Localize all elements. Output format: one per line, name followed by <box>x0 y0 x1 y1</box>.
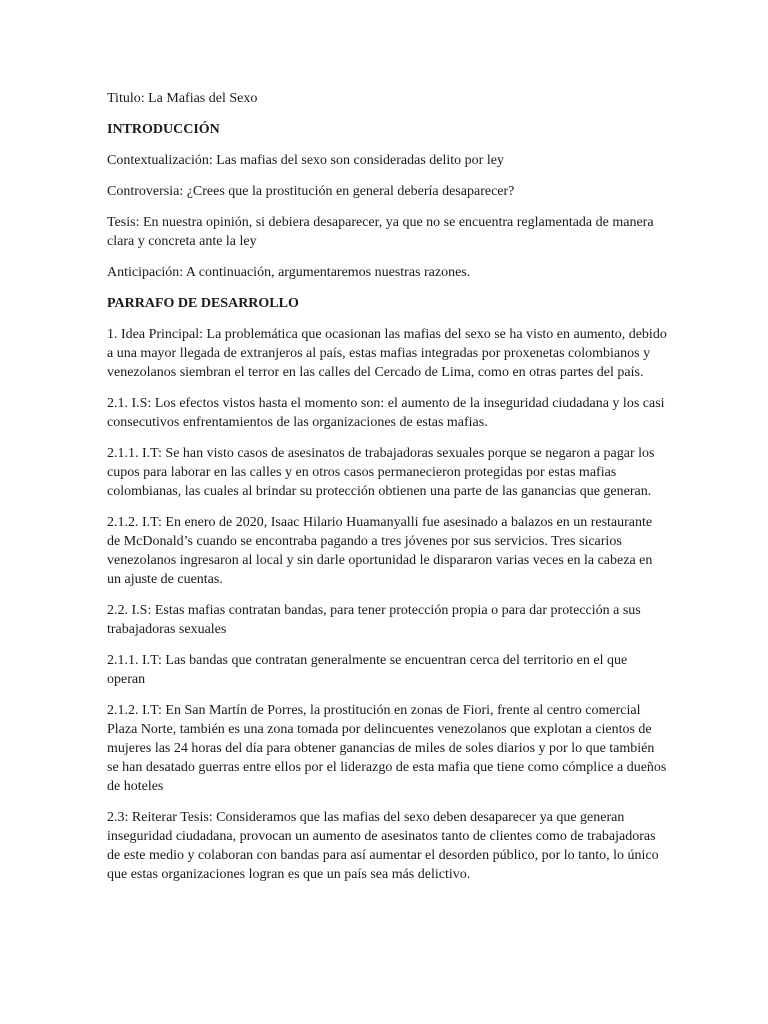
tertiary-idea-2-1-2-second-paragraph: 2.1.2. I.T: En San Martín de Porres, la prostitución en zonas de Fiori, frente al centro comercial Plaza Norte, también es una zona tomada por delincuentes venezolanos que explotan a cientos de mujeres las 24 horas del día para obtener ganancias de miles de soles diarios y por lo que también se han desatado guerras entre ellos por el liderazgo de esta mafia que tiene como cómplice a dueños de hoteles <box>107 703 667 794</box>
contextualization-paragraph: Contextualización: Las mafias del sexo son consideradas delito por ley <box>107 153 504 168</box>
controversy-paragraph: Controversia: ¿Crees que la prostitución en general debería desaparecer? <box>107 184 515 199</box>
tertiary-idea-2-1-2-paragraph: 2.1.2. I.T: En enero de 2020, Isaac Hilario Huamanyalli fue asesinado a balazos en un restaurante de McDonald’s cuando se encontraba pagando a tres jóvenes por sus servicios. Tres sicarios venezolanos ingresaron al local y sin darle oportunidad le dispararon varias veces en la cabeza en un ajuste de cuentas. <box>107 515 653 587</box>
tertiary-idea-2-1-1-paragraph: 2.1.1. I.T: Se han visto casos de asesinatos de trabajadoras sexuales porque se negaron a pagar los cupos para laborar en las calles y en otros casos permanecieron protegidas por estas mafias colombianas, las cuales al brindar su protección obtienen una parte de las ganancias que generan. <box>107 446 655 499</box>
secondary-idea-2-2-paragraph: 2.2. I.S: Estas mafias contratan bandas, para tener protección propia o para dar protección a sus trabajadoras sexuales <box>107 603 641 637</box>
tertiary-idea-2-1-1-second-paragraph: 2.1.1. I.T: Las bandas que contratan generalmente se encuentran cerca del territorio en el que operan <box>107 653 628 687</box>
introduction-heading: INTRODUCCIÓN <box>107 122 220 137</box>
thesis-paragraph: Tesis: En nuestra opinión, si debiera desaparecer, ya que no se encuentra reglamentada de manera clara y concreta ante la ley <box>107 215 654 249</box>
document-title: Titulo: La Mafias del Sexo <box>107 91 258 106</box>
main-idea-paragraph: 1. Idea Principal: La problemática que ocasionan las mafias del sexo se ha visto en aumento, debido a una mayor llegada de extranjeros al país, estas mafias integradas por proxenetas colombianos y venezolanos siembran el terror en las calles del Cercado de Lima, como en otras partes del país. <box>107 327 667 380</box>
anticipation-paragraph: Anticipación: A continuación, argumentaremos nuestras razones. <box>107 265 471 280</box>
secondary-idea-2-1-paragraph: 2.1. I.S: Los efectos vistos hasta el momento son: el aumento de la inseguridad ciudadana y los casi consecutivos enfrentamientos de las organizaciones de estas mafias. <box>107 396 665 430</box>
development-heading: PARRAFO DE DESARROLLO <box>107 296 299 311</box>
reiterate-thesis-paragraph: 2.3: Reiterar Tesis: Consideramos que las mafias del sexo deben desaparecer ya que generan inseguridad ciudadana, provocan un aumento de asesinatos tanto de clientes como de trabajadoras de este medio y colaboran con bandas para así aumentar el desorden público, por lo tanto, lo único que estas organizaciones logran es que un país sea más delictivo. <box>107 810 659 882</box>
